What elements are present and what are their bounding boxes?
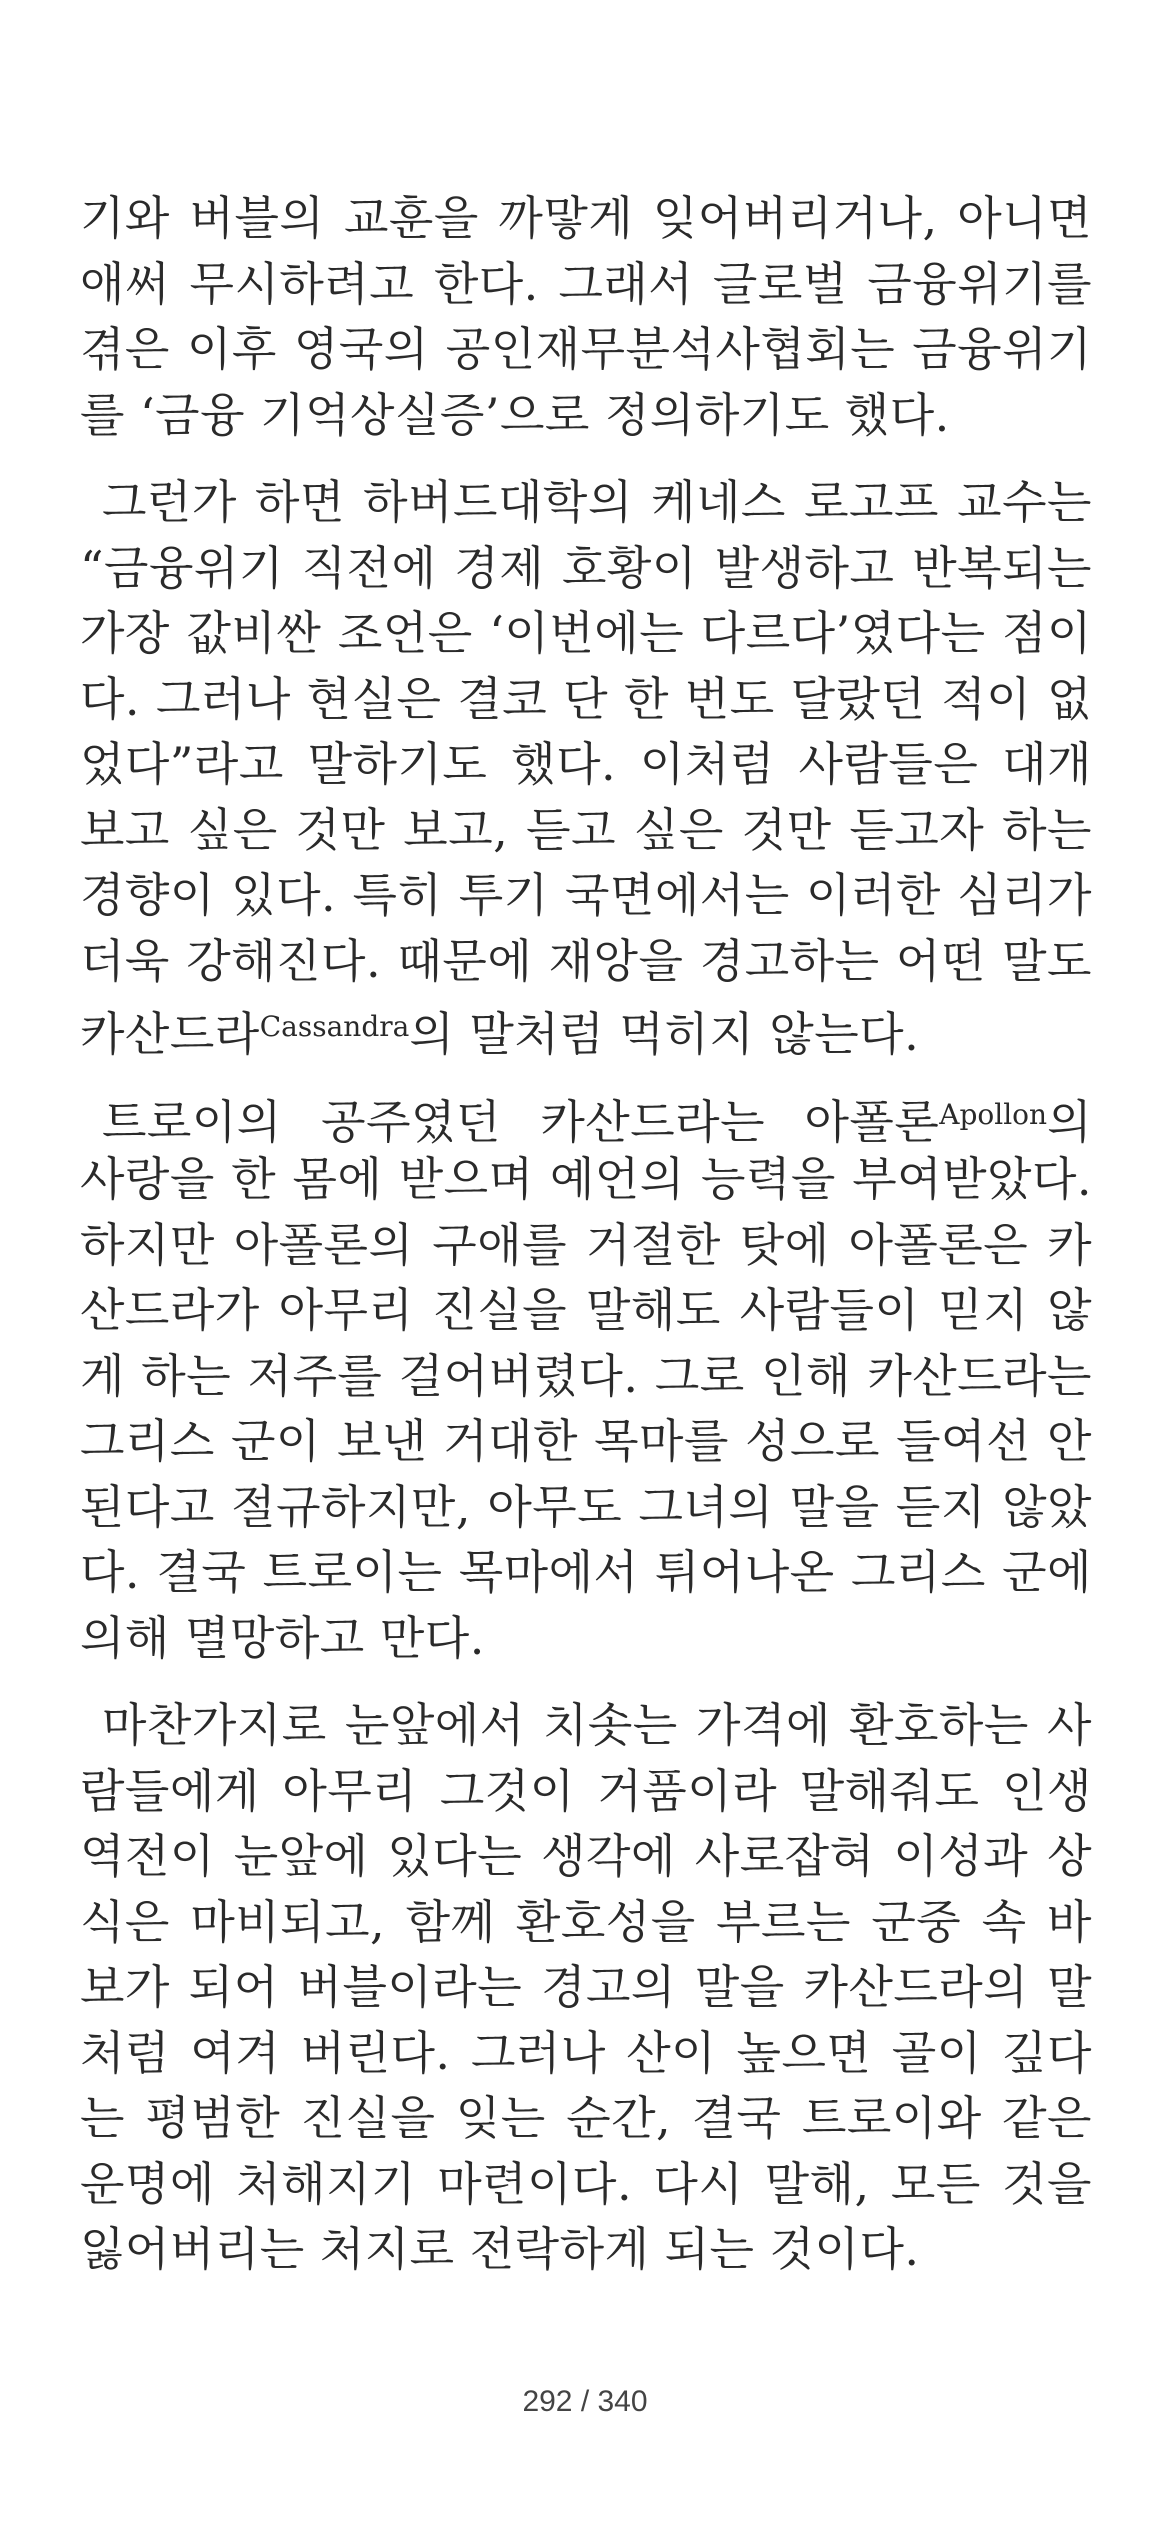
text-line: 었다”라고 말하기도 했다. 이처럼 사람들은 대개 bbox=[80, 737, 1092, 791]
text-line: 산드라가 아무리 진실을 말해도 사람들이 믿지 않 bbox=[80, 1283, 1092, 1337]
text-line: 는 평범한 진실을 잊는 순간, 결국 트로이와 같은 bbox=[80, 2091, 1092, 2145]
paragraph-4 bbox=[80, 1693, 1092, 2283]
text-line-with-gloss bbox=[80, 994, 1092, 1060]
text-line: 가장 값비싼 조언은 ‘이번에는 다르다’였다는 점이 bbox=[80, 606, 1092, 660]
text-line: 역전이 눈앞에 있다는 생각에 사로잡혀 이성과 상 bbox=[80, 1829, 1092, 1883]
text-line: 그리스 군이 보낸 거대한 목마를 성으로 들여선 안 bbox=[80, 1414, 1092, 1468]
text-line: 처럼 여겨 버린다. 그러나 산이 높으면 골이 깊다 bbox=[80, 2025, 1092, 2080]
text-line: 의해 멸망하고 만다. bbox=[80, 1610, 485, 1665]
paragraph-2 bbox=[80, 470, 1092, 1060]
foreign-gloss: Cassandra bbox=[259, 1010, 410, 1043]
page-text bbox=[80, 186, 1092, 2305]
text-line: 하지만 아폴론의 구애를 거절한 탓에 아폴론은 카 bbox=[80, 1217, 1092, 1272]
text-line: 보고 싶은 것만 보고, 듣고 싶은 것만 듣고자 하는 bbox=[80, 802, 1092, 857]
text-line: “금융위기 직전에 경제 호황이 발생하고 반복되는 bbox=[80, 540, 1092, 595]
paragraph-3 bbox=[80, 1082, 1092, 1672]
text-line: 다. 결국 트로이는 목마에서 튀어나온 그리스 군에 bbox=[80, 1545, 1092, 1599]
text-line: 더욱 강해진다. 때문에 재앙을 경고하는 어떤 말도 bbox=[80, 933, 1092, 988]
text-line: 보가 되어 버블이라는 경고의 말을 카산드라의 말 bbox=[80, 1960, 1092, 2014]
text-fragment: 의 bbox=[1047, 1094, 1092, 1149]
text-line: 를 ‘금융 기억상실증’으로 정의하기도 했다. bbox=[80, 387, 950, 442]
text-line: 마찬가지로 눈앞에서 치솟는 가격에 환호하는 사 bbox=[102, 1698, 1092, 1752]
text-line: 잃어버리는 처지로 전락하게 되는 것이다. bbox=[80, 2222, 920, 2276]
text-line: 게 하는 저주를 걸어버렸다. 그로 인해 카산드라는 bbox=[80, 1348, 1092, 1403]
foreign-gloss: Apollon bbox=[939, 1097, 1048, 1131]
text-line: 애써 무시하려고 한다. 그래서 글로벌 금융위기를 bbox=[80, 256, 1092, 311]
text-line: 경향이 있다. 특히 투기 국면에서는 이러한 심리가 bbox=[80, 868, 1092, 922]
text-line: 식은 마비되고, 함께 환호성을 부르는 군중 속 바 bbox=[80, 1894, 1092, 1949]
text-fragment: 카산드라 bbox=[80, 1007, 260, 1061]
text-line: 겪은 이후 영국의 공인재무분석사협회는 금융위기 bbox=[80, 322, 1092, 376]
text-line: 사랑을 한 몸에 받으며 예언의 능력을 부여받았다. bbox=[80, 1152, 1092, 1206]
text-fragment: 의 말처럼 먹히지 않는다. bbox=[409, 1007, 920, 1061]
text-line: 된다고 절규하지만, 아무도 그녀의 말을 듣지 않았 bbox=[80, 1479, 1092, 1534]
text-line: 기와 버블의 교훈을 까맣게 잊어버리거나, 아니면 bbox=[80, 191, 1092, 245]
paragraph-1 bbox=[80, 186, 1092, 448]
text-line: 다. 그러나 현실은 결코 단 한 번도 달랐던 적이 없 bbox=[80, 671, 1092, 726]
page-indicator: 292 / 340 bbox=[522, 2385, 648, 2418]
text-line: 운명에 처해지기 마련이다. 다시 말해, 모든 것을 bbox=[80, 2156, 1092, 2211]
text-line-with-gloss bbox=[80, 1082, 1092, 1148]
text-line: 그런가 하면 하버드대학의 케네스 로고프 교수는 bbox=[102, 475, 1092, 529]
text-fragment: 트로이의 공주였던 카산드라는 아폴론 bbox=[102, 1094, 940, 1149]
text-line: 람들에게 아무리 그것이 거품이라 말해줘도 인생 bbox=[80, 1763, 1092, 1818]
